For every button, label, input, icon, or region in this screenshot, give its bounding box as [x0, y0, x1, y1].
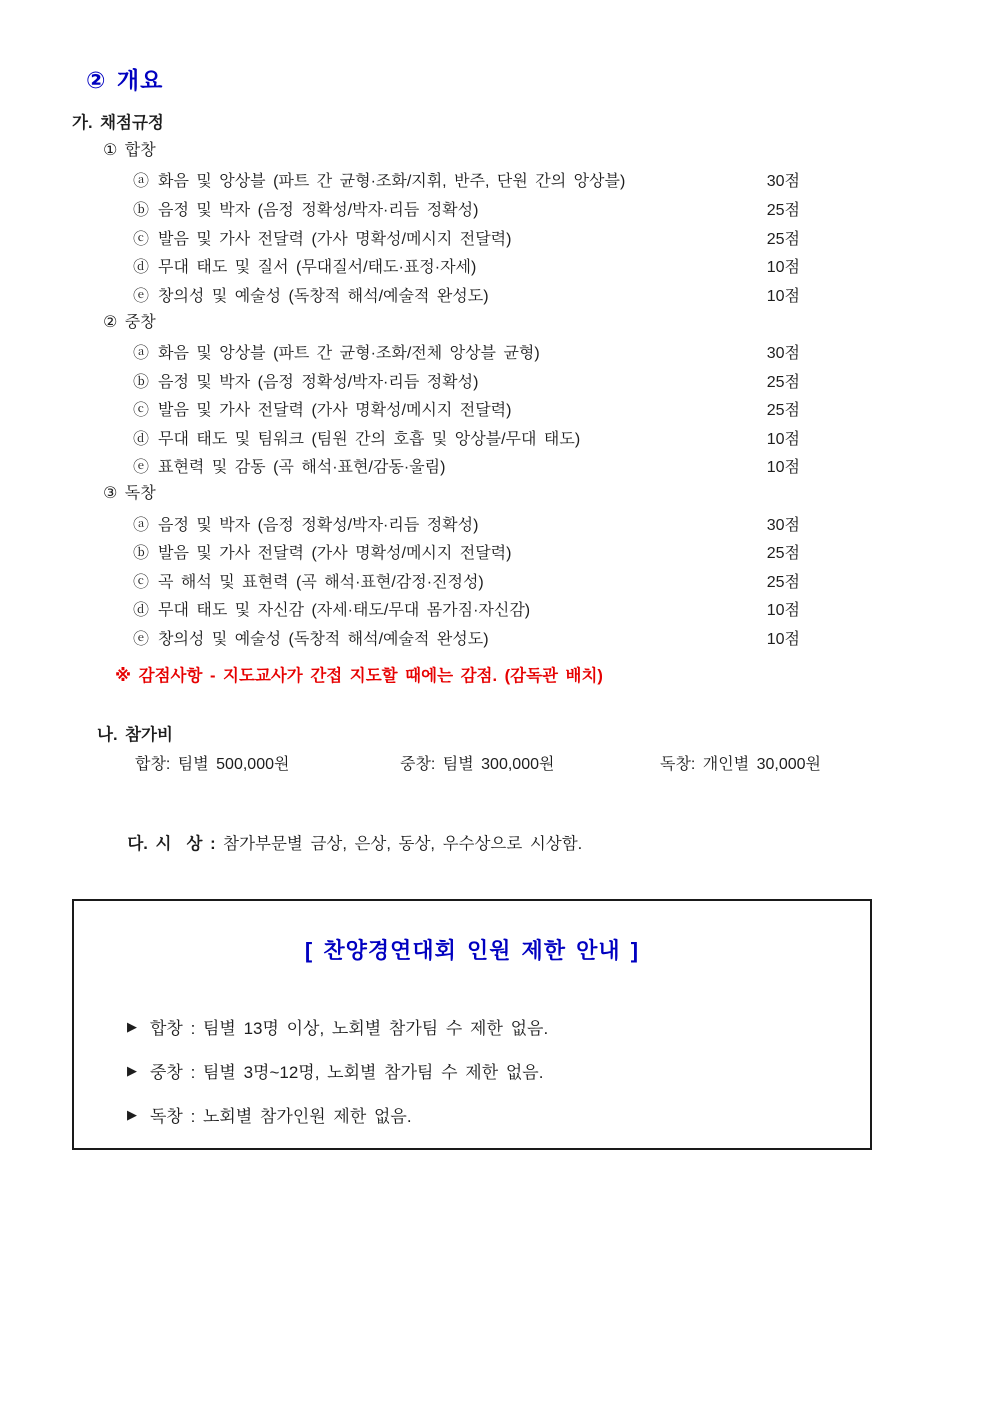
penalty-note: ※ 감점사항 - 지도교사가 간접 지도할 때에는 감점. (감독관 배치) [115, 667, 603, 685]
score-value: 25점 [766, 373, 800, 391]
score-row [133, 537, 800, 566]
score-row [133, 595, 800, 624]
item-marker: ⓓ [133, 430, 150, 448]
score-value: 30점 [766, 344, 800, 362]
item-marker: ⓔ [133, 630, 150, 648]
score-row [133, 452, 800, 481]
score-value: 10점 [766, 430, 800, 448]
criterion-text: 화음 및 앙상블 (파트 간 균형·조화/지휘, 반주, 단원 간의 앙상블) [158, 173, 626, 191]
fee-item-chorus: 합창: 팀별 500,000원 [135, 756, 290, 773]
score-row [133, 423, 800, 452]
score-value: 25점 [766, 402, 800, 420]
notice-bullet-ensemble [127, 1048, 870, 1092]
awards-heading: 다. 시 상 : [127, 835, 224, 853]
score-value: 25점 [766, 230, 800, 248]
item-marker: ⓒ [133, 230, 150, 248]
awards-line [97, 811, 582, 873]
score-value: 10점 [766, 630, 800, 648]
criterion-text: 음정 및 박자 (음정 정확성/박자·리듬 정확성) [158, 201, 479, 219]
item-marker: ⓐ [133, 344, 150, 362]
section-label-chorus: ① 합창 [103, 142, 156, 159]
scoring-list [0, 137, 992, 652]
notice-bullet-list [74, 1004, 870, 1136]
score-value: 10점 [766, 287, 800, 305]
notice-bullet-text: 중창 : 팀별 3명~12명, 노회별 참가팀 수 제한 없음. [150, 1062, 544, 1082]
score-value: 10점 [766, 259, 800, 277]
notice-box [72, 899, 872, 1150]
score-row [133, 394, 800, 423]
notice-bullet-text: 합창 : 팀별 13명 이상, 노회별 참가팀 수 제한 없음. [150, 1018, 549, 1038]
notice-bullet-text: 독창 : 노회별 참가인원 제한 없음. [150, 1106, 412, 1126]
criterion-text: 음정 및 박자 (음정 정확성/박자·리듬 정확성) [158, 373, 479, 391]
notice-bullet-solo [127, 1092, 870, 1136]
item-marker: ⓔ [133, 287, 150, 305]
section-label-ensemble: ② 중창 [103, 313, 156, 331]
score-value: 25점 [766, 573, 800, 591]
triangle-bullet-icon: ▶ [127, 1018, 137, 1034]
score-row [133, 194, 800, 223]
criterion-text: 발음 및 가사 전달력 (가사 명확성/메시지 전달력) [158, 402, 512, 420]
criterion-text: 무대 태도 및 팀워크 (팀원 간의 호흡 및 앙상블/무대 태도) [158, 430, 581, 448]
score-value: 30점 [766, 516, 800, 534]
triangle-bullet-icon: ▶ [127, 1062, 137, 1078]
item-marker: ⓑ [133, 373, 150, 391]
score-row [133, 566, 800, 595]
criterion-text: 음정 및 박자 (음정 정확성/박자·리듬 정확성) [158, 516, 479, 534]
criterion-text: 무대 태도 및 질서 (무대질서/태도·표정·자세) [158, 259, 477, 277]
fee-item-ensemble: 중창: 팀별 300,000원 [400, 756, 555, 773]
criterion-text: 발음 및 가사 전달력 (가사 명확성/메시지 전달력) [158, 545, 512, 563]
item-marker: ⓑ [133, 201, 150, 219]
fee-item-solo: 독창: 개인별 30,000원 [660, 756, 822, 773]
score-value: 25점 [766, 545, 800, 563]
score-row [133, 251, 800, 280]
criterion-text: 창의성 및 예술성 (독창적 해석/예술적 완성도) [158, 287, 489, 305]
score-value: 10점 [766, 459, 800, 477]
fee-row [0, 751, 992, 780]
score-row [133, 280, 800, 309]
score-value: 10점 [766, 602, 800, 620]
score-row [133, 623, 800, 652]
item-marker: ⓒ [133, 573, 150, 591]
scoring-heading: 가. 채점규정 [72, 114, 164, 132]
section-label-solo: ③ 독창 [103, 485, 156, 503]
score-value: 30점 [766, 173, 800, 191]
triangle-bullet-icon: ▶ [127, 1106, 137, 1122]
criterion-text: 발음 및 가사 전달력 (가사 명확성/메시지 전달력) [158, 230, 512, 248]
item-marker: ⓒ [133, 402, 150, 420]
item-marker: ⓓ [133, 602, 150, 620]
score-row [133, 509, 800, 538]
item-marker: ⓐ [133, 173, 150, 191]
score-value: 25점 [766, 201, 800, 219]
score-row [133, 166, 800, 195]
score-row [133, 223, 800, 252]
item-marker: ⓑ [133, 545, 150, 563]
item-marker: ⓓ [133, 259, 150, 277]
criterion-text: 곡 해석 및 표현력 (곡 해석·표현/감정·진정성) [158, 573, 484, 591]
criterion-text: 화음 및 앙상블 (파트 간 균형·조화/전체 앙상블 균형) [158, 344, 540, 362]
item-marker: ⓔ [133, 459, 150, 477]
notice-box-title: [ 찬양경연대회 인원 제한 안내 ] [304, 938, 640, 963]
fees-heading: 나. 참가비 [97, 726, 173, 744]
awards-text: 참가부문별 금상, 은상, 동상, 우수상으로 시상함. [223, 835, 583, 853]
notice-bullet-chorus [127, 1004, 870, 1048]
criterion-text: 표현력 및 감동 (곡 해석·표현/감동·울림) [158, 459, 446, 477]
score-row [133, 366, 800, 395]
criterion-text: 창의성 및 예술성 (독창적 해석/예술적 완성도) [158, 630, 489, 648]
page-title: ② 개요 [86, 67, 164, 93]
score-row [133, 337, 800, 366]
item-marker: ⓐ [133, 516, 150, 534]
criterion-text: 무대 태도 및 자신감 (자세·태도/무대 몸가짐·자신감) [158, 602, 531, 620]
